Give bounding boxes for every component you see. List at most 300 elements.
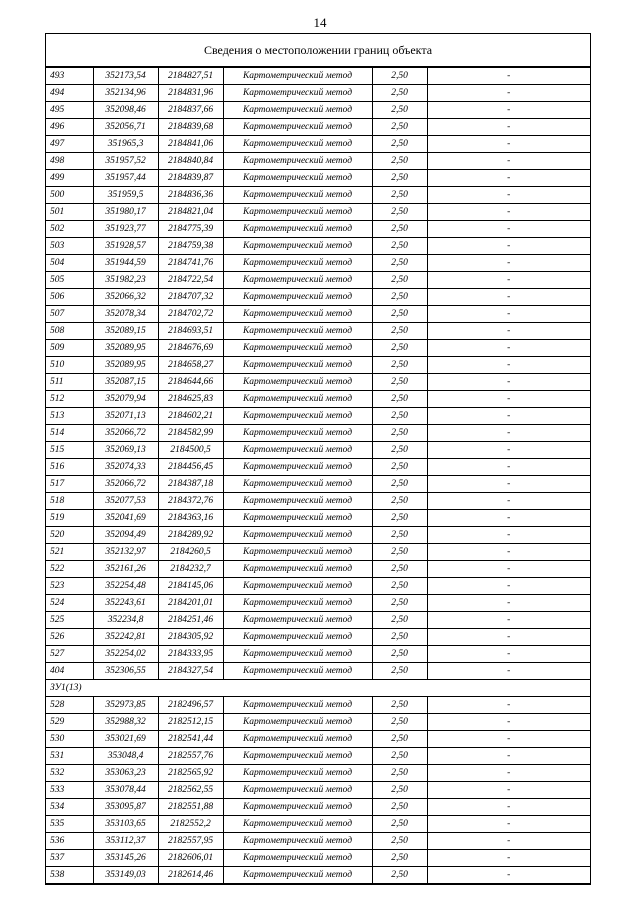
table-row — [46, 510, 590, 527]
y-coordinate-cell: 2182552,2 — [158, 816, 223, 833]
accuracy-cell: 2,50 — [372, 646, 427, 663]
y-coordinate-cell: 2184305,92 — [158, 629, 223, 646]
point-number-cell: 519 — [46, 510, 93, 527]
x-coordinate-cell: 352988,32 — [93, 714, 158, 731]
table-row — [46, 527, 590, 544]
y-coordinate-cell: 2184827,51 — [158, 68, 223, 85]
accuracy-cell: 2,50 — [372, 799, 427, 816]
x-coordinate-cell: 351959,5 — [93, 187, 158, 204]
point-number-cell: 506 — [46, 289, 93, 306]
accuracy-cell: 2,50 — [372, 561, 427, 578]
point-number-cell: 536 — [46, 833, 93, 850]
method-cell: Картометрический метод — [223, 544, 372, 561]
note-cell: - — [427, 748, 590, 765]
point-number-cell: 510 — [46, 357, 93, 374]
accuracy-cell: 2,50 — [372, 782, 427, 799]
y-coordinate-cell: 2182541,44 — [158, 731, 223, 748]
note-cell: - — [427, 289, 590, 306]
point-number-cell: 529 — [46, 714, 93, 731]
y-coordinate-cell: 2184582,99 — [158, 425, 223, 442]
y-coordinate-cell: 2184831,96 — [158, 85, 223, 102]
point-number-cell: 528 — [46, 697, 93, 714]
x-coordinate-cell: 352066,72 — [93, 425, 158, 442]
note-cell: - — [427, 136, 590, 153]
note-cell: - — [427, 119, 590, 136]
method-cell: Картометрический метод — [223, 578, 372, 595]
method-cell: Картометрический метод — [223, 510, 372, 527]
method-cell: Картометрический метод — [223, 306, 372, 323]
method-cell: Картометрический метод — [223, 493, 372, 510]
x-coordinate-cell: 351982,23 — [93, 272, 158, 289]
accuracy-cell: 2,50 — [372, 306, 427, 323]
x-coordinate-cell: 353103,65 — [93, 816, 158, 833]
accuracy-cell: 2,50 — [372, 85, 427, 102]
coordinates-table-frame — [45, 33, 591, 885]
note-cell: - — [427, 255, 590, 272]
table-row — [46, 748, 590, 765]
point-number-cell: 508 — [46, 323, 93, 340]
accuracy-cell: 2,50 — [372, 374, 427, 391]
table-row — [46, 459, 590, 476]
note-cell: - — [427, 425, 590, 442]
table-row — [46, 799, 590, 816]
point-number-cell: 404 — [46, 663, 93, 680]
accuracy-cell: 2,50 — [372, 391, 427, 408]
method-cell: Картометрический метод — [223, 68, 372, 85]
accuracy-cell: 2,50 — [372, 816, 427, 833]
y-coordinate-cell: 2184201,01 — [158, 595, 223, 612]
point-number-cell: 533 — [46, 782, 93, 799]
note-cell: - — [427, 221, 590, 238]
accuracy-cell: 2,50 — [372, 136, 427, 153]
point-number-cell: 518 — [46, 493, 93, 510]
accuracy-cell: 2,50 — [372, 170, 427, 187]
x-coordinate-cell: 352089,15 — [93, 323, 158, 340]
point-number-cell: 509 — [46, 340, 93, 357]
method-cell: Картометрический метод — [223, 357, 372, 374]
method-cell: Картометрический метод — [223, 697, 372, 714]
x-coordinate-cell: 352071,13 — [93, 408, 158, 425]
accuracy-cell: 2,50 — [372, 187, 427, 204]
method-cell: Картометрический метод — [223, 629, 372, 646]
x-coordinate-cell: 352079,94 — [93, 391, 158, 408]
accuracy-cell: 2,50 — [372, 527, 427, 544]
table-row — [46, 867, 590, 884]
table-row — [46, 119, 590, 136]
coordinates-table — [46, 67, 590, 884]
table-row — [46, 765, 590, 782]
x-coordinate-cell: 351957,52 — [93, 153, 158, 170]
x-coordinate-cell: 352242,81 — [93, 629, 158, 646]
accuracy-cell: 2,50 — [372, 663, 427, 680]
table-row — [46, 272, 590, 289]
y-coordinate-cell: 2182565,92 — [158, 765, 223, 782]
accuracy-cell: 2,50 — [372, 153, 427, 170]
note-cell: - — [427, 357, 590, 374]
method-cell: Картометрический метод — [223, 323, 372, 340]
point-number-cell: 534 — [46, 799, 93, 816]
accuracy-cell: 2,50 — [372, 204, 427, 221]
accuracy-cell: 2,50 — [372, 714, 427, 731]
accuracy-cell: 2,50 — [372, 102, 427, 119]
table-row — [46, 238, 590, 255]
y-coordinate-cell: 2182606,01 — [158, 850, 223, 867]
method-cell: Картометрический метод — [223, 119, 372, 136]
note-cell: - — [427, 187, 590, 204]
y-coordinate-cell: 2184456,45 — [158, 459, 223, 476]
method-cell: Картометрический метод — [223, 221, 372, 238]
table-row — [46, 850, 590, 867]
y-coordinate-cell: 2184644,66 — [158, 374, 223, 391]
method-cell: Картометрический метод — [223, 187, 372, 204]
accuracy-cell: 2,50 — [372, 323, 427, 340]
note-cell: - — [427, 850, 590, 867]
accuracy-cell: 2,50 — [372, 544, 427, 561]
accuracy-cell: 2,50 — [372, 493, 427, 510]
table-row — [46, 816, 590, 833]
y-coordinate-cell: 2184837,66 — [158, 102, 223, 119]
point-number-cell: 524 — [46, 595, 93, 612]
table-row — [46, 782, 590, 799]
x-coordinate-cell: 352098,46 — [93, 102, 158, 119]
table-row — [46, 561, 590, 578]
point-number-cell: 526 — [46, 629, 93, 646]
point-number-cell: 503 — [46, 238, 93, 255]
accuracy-cell: 2,50 — [372, 408, 427, 425]
method-cell: Картометрический метод — [223, 255, 372, 272]
accuracy-cell: 2,50 — [372, 731, 427, 748]
y-coordinate-cell: 2184602,21 — [158, 408, 223, 425]
y-coordinate-cell: 2182557,95 — [158, 833, 223, 850]
point-number-cell: 513 — [46, 408, 93, 425]
accuracy-cell: 2,50 — [372, 68, 427, 85]
y-coordinate-cell: 2184840,84 — [158, 153, 223, 170]
table-row — [46, 221, 590, 238]
point-number-cell: 535 — [46, 816, 93, 833]
y-coordinate-cell: 2184707,32 — [158, 289, 223, 306]
table-row — [46, 136, 590, 153]
note-cell: - — [427, 510, 590, 527]
x-coordinate-cell: 352161,26 — [93, 561, 158, 578]
note-cell: - — [427, 663, 590, 680]
x-coordinate-cell: 353021,69 — [93, 731, 158, 748]
accuracy-cell: 2,50 — [372, 238, 427, 255]
method-cell: Картометрический метод — [223, 102, 372, 119]
table-row — [46, 442, 590, 459]
table-title: Сведения о местоположении границ объекта — [46, 34, 590, 67]
note-cell: - — [427, 306, 590, 323]
accuracy-cell: 2,50 — [372, 578, 427, 595]
note-cell: - — [427, 204, 590, 221]
accuracy-cell: 2,50 — [372, 459, 427, 476]
x-coordinate-cell: 352973,85 — [93, 697, 158, 714]
note-cell: - — [427, 816, 590, 833]
y-coordinate-cell: 2182562,55 — [158, 782, 223, 799]
table-row — [46, 323, 590, 340]
note-cell: - — [427, 374, 590, 391]
method-cell: Картометрический метод — [223, 612, 372, 629]
x-coordinate-cell: 353145,26 — [93, 850, 158, 867]
method-cell: Картометрический метод — [223, 391, 372, 408]
point-number-cell: 507 — [46, 306, 93, 323]
x-coordinate-cell: 352089,95 — [93, 340, 158, 357]
accuracy-cell: 2,50 — [372, 255, 427, 272]
x-coordinate-cell: 351944,59 — [93, 255, 158, 272]
table-row — [46, 578, 590, 595]
x-coordinate-cell: 352173,54 — [93, 68, 158, 85]
note-cell: - — [427, 765, 590, 782]
note-cell: - — [427, 85, 590, 102]
x-coordinate-cell: 352074,33 — [93, 459, 158, 476]
x-coordinate-cell: 353078,44 — [93, 782, 158, 799]
note-cell: - — [427, 459, 590, 476]
table-row — [46, 204, 590, 221]
note-cell: - — [427, 578, 590, 595]
point-number-cell: 501 — [46, 204, 93, 221]
note-cell: - — [427, 714, 590, 731]
point-number-cell: 504 — [46, 255, 93, 272]
note-cell: - — [427, 68, 590, 85]
table-row — [46, 714, 590, 731]
point-number-cell: 517 — [46, 476, 93, 493]
table-row — [46, 595, 590, 612]
point-number-cell: 532 — [46, 765, 93, 782]
table-row — [46, 731, 590, 748]
y-coordinate-cell: 2184289,92 — [158, 527, 223, 544]
point-number-cell: 516 — [46, 459, 93, 476]
point-number-cell: 497 — [46, 136, 93, 153]
section-row — [46, 680, 590, 697]
method-cell: Картометрический метод — [223, 408, 372, 425]
point-number-cell: 496 — [46, 119, 93, 136]
point-number-cell: 494 — [46, 85, 93, 102]
point-number-cell: 514 — [46, 425, 93, 442]
note-cell: - — [427, 272, 590, 289]
note-cell: - — [427, 493, 590, 510]
accuracy-cell: 2,50 — [372, 748, 427, 765]
table-row — [46, 629, 590, 646]
note-cell: - — [427, 697, 590, 714]
y-coordinate-cell: 2182512,15 — [158, 714, 223, 731]
method-cell: Картометрический метод — [223, 748, 372, 765]
method-cell: Картометрический метод — [223, 867, 372, 884]
x-coordinate-cell: 352306,55 — [93, 663, 158, 680]
method-cell: Картометрический метод — [223, 204, 372, 221]
method-cell: Картометрический метод — [223, 442, 372, 459]
y-coordinate-cell: 2184500,5 — [158, 442, 223, 459]
table-row — [46, 544, 590, 561]
x-coordinate-cell: 353048,4 — [93, 748, 158, 765]
x-coordinate-cell: 353095,87 — [93, 799, 158, 816]
method-cell: Картометрический метод — [223, 374, 372, 391]
table-row — [46, 833, 590, 850]
x-coordinate-cell: 352087,15 — [93, 374, 158, 391]
point-number-cell: 515 — [46, 442, 93, 459]
y-coordinate-cell: 2184741,76 — [158, 255, 223, 272]
x-coordinate-cell: 352094,49 — [93, 527, 158, 544]
point-number-cell: 499 — [46, 170, 93, 187]
note-cell: - — [427, 442, 590, 459]
y-coordinate-cell: 2184759,38 — [158, 238, 223, 255]
y-coordinate-cell: 2184363,16 — [158, 510, 223, 527]
x-coordinate-cell: 352254,48 — [93, 578, 158, 595]
point-number-cell: 520 — [46, 527, 93, 544]
accuracy-cell: 2,50 — [372, 595, 427, 612]
table-row — [46, 663, 590, 680]
point-number-cell: 521 — [46, 544, 93, 561]
accuracy-cell: 2,50 — [372, 425, 427, 442]
method-cell: Картометрический метод — [223, 459, 372, 476]
x-coordinate-cell: 352089,95 — [93, 357, 158, 374]
table-row — [46, 476, 590, 493]
note-cell: - — [427, 782, 590, 799]
table-row — [46, 102, 590, 119]
y-coordinate-cell: 2184836,36 — [158, 187, 223, 204]
section-label: ЗУ1(13) — [46, 680, 590, 697]
table-row — [46, 374, 590, 391]
y-coordinate-cell: 2184693,51 — [158, 323, 223, 340]
table-row — [46, 255, 590, 272]
x-coordinate-cell: 352069,13 — [93, 442, 158, 459]
table-row — [46, 187, 590, 204]
table-row — [46, 289, 590, 306]
x-coordinate-cell: 352041,69 — [93, 510, 158, 527]
y-coordinate-cell: 2184387,18 — [158, 476, 223, 493]
method-cell: Картометрический метод — [223, 136, 372, 153]
point-number-cell: 505 — [46, 272, 93, 289]
x-coordinate-cell: 352066,72 — [93, 476, 158, 493]
accuracy-cell: 2,50 — [372, 357, 427, 374]
x-coordinate-cell: 352078,34 — [93, 306, 158, 323]
y-coordinate-cell: 2182557,76 — [158, 748, 223, 765]
table-row — [46, 85, 590, 102]
point-number-cell: 538 — [46, 867, 93, 884]
point-number-cell: 530 — [46, 731, 93, 748]
point-number-cell: 537 — [46, 850, 93, 867]
accuracy-cell: 2,50 — [372, 612, 427, 629]
table-row — [46, 408, 590, 425]
accuracy-cell: 2,50 — [372, 850, 427, 867]
y-coordinate-cell: 2184145,06 — [158, 578, 223, 595]
x-coordinate-cell: 353112,37 — [93, 833, 158, 850]
y-coordinate-cell: 2184658,27 — [158, 357, 223, 374]
point-number-cell: 493 — [46, 68, 93, 85]
accuracy-cell: 2,50 — [372, 272, 427, 289]
point-number-cell: 522 — [46, 561, 93, 578]
method-cell: Картометрический метод — [223, 833, 372, 850]
y-coordinate-cell: 2184839,87 — [158, 170, 223, 187]
y-coordinate-cell: 2182614,46 — [158, 867, 223, 884]
y-coordinate-cell: 2184676,69 — [158, 340, 223, 357]
y-coordinate-cell: 2184841,06 — [158, 136, 223, 153]
y-coordinate-cell: 2184839,68 — [158, 119, 223, 136]
point-number-cell: 527 — [46, 646, 93, 663]
y-coordinate-cell: 2182551,88 — [158, 799, 223, 816]
method-cell: Картометрический метод — [223, 646, 372, 663]
x-coordinate-cell: 351957,44 — [93, 170, 158, 187]
y-coordinate-cell: 2184372,76 — [158, 493, 223, 510]
x-coordinate-cell: 353149,03 — [93, 867, 158, 884]
point-number-cell: 511 — [46, 374, 93, 391]
point-number-cell: 525 — [46, 612, 93, 629]
method-cell: Картометрический метод — [223, 799, 372, 816]
y-coordinate-cell: 2184625,83 — [158, 391, 223, 408]
method-cell: Картометрический метод — [223, 153, 372, 170]
table-row — [46, 340, 590, 357]
note-cell: - — [427, 612, 590, 629]
method-cell: Картометрический метод — [223, 816, 372, 833]
point-number-cell: 502 — [46, 221, 93, 238]
note-cell: - — [427, 867, 590, 884]
note-cell: - — [427, 799, 590, 816]
y-coordinate-cell: 2184775,39 — [158, 221, 223, 238]
x-coordinate-cell: 351923,77 — [93, 221, 158, 238]
x-coordinate-cell: 352056,71 — [93, 119, 158, 136]
table-row — [46, 153, 590, 170]
accuracy-cell: 2,50 — [372, 510, 427, 527]
x-coordinate-cell: 353063,23 — [93, 765, 158, 782]
y-coordinate-cell: 2184333,95 — [158, 646, 223, 663]
point-number-cell: 531 — [46, 748, 93, 765]
method-cell: Картометрический метод — [223, 272, 372, 289]
x-coordinate-cell: 352254,02 — [93, 646, 158, 663]
table-row — [46, 357, 590, 374]
x-coordinate-cell: 352243,61 — [93, 595, 158, 612]
x-coordinate-cell: 352234,8 — [93, 612, 158, 629]
note-cell: - — [427, 340, 590, 357]
accuracy-cell: 2,50 — [372, 442, 427, 459]
accuracy-cell: 2,50 — [372, 340, 427, 357]
method-cell: Картометрический метод — [223, 170, 372, 187]
y-coordinate-cell: 2184722,54 — [158, 272, 223, 289]
method-cell: Картометрический метод — [223, 527, 372, 544]
method-cell: Картометрический метод — [223, 85, 372, 102]
y-coordinate-cell: 2184251,46 — [158, 612, 223, 629]
note-cell: - — [427, 476, 590, 493]
table-row — [46, 306, 590, 323]
accuracy-cell: 2,50 — [372, 765, 427, 782]
note-cell: - — [427, 731, 590, 748]
x-coordinate-cell: 352134,96 — [93, 85, 158, 102]
point-number-cell: 512 — [46, 391, 93, 408]
note-cell: - — [427, 646, 590, 663]
method-cell: Картометрический метод — [223, 765, 372, 782]
table-row — [46, 646, 590, 663]
x-coordinate-cell: 351965,3 — [93, 136, 158, 153]
note-cell: - — [427, 544, 590, 561]
accuracy-cell: 2,50 — [372, 221, 427, 238]
point-number-cell: 523 — [46, 578, 93, 595]
x-coordinate-cell: 351928,57 — [93, 238, 158, 255]
method-cell: Картометрический метод — [223, 238, 372, 255]
method-cell: Картометрический метод — [223, 476, 372, 493]
table-row — [46, 612, 590, 629]
table-row — [46, 425, 590, 442]
method-cell: Картометрический метод — [223, 782, 372, 799]
y-coordinate-cell: 2182496,57 — [158, 697, 223, 714]
y-coordinate-cell: 2184821,04 — [158, 204, 223, 221]
method-cell: Картометрический метод — [223, 663, 372, 680]
note-cell: - — [427, 102, 590, 119]
accuracy-cell: 2,50 — [372, 289, 427, 306]
point-number-cell: 495 — [46, 102, 93, 119]
accuracy-cell: 2,50 — [372, 833, 427, 850]
y-coordinate-cell: 2184232,7 — [158, 561, 223, 578]
page-number: 14 — [313, 15, 327, 30]
method-cell: Картометрический метод — [223, 850, 372, 867]
point-number-cell: 498 — [46, 153, 93, 170]
x-coordinate-cell: 352077,53 — [93, 493, 158, 510]
